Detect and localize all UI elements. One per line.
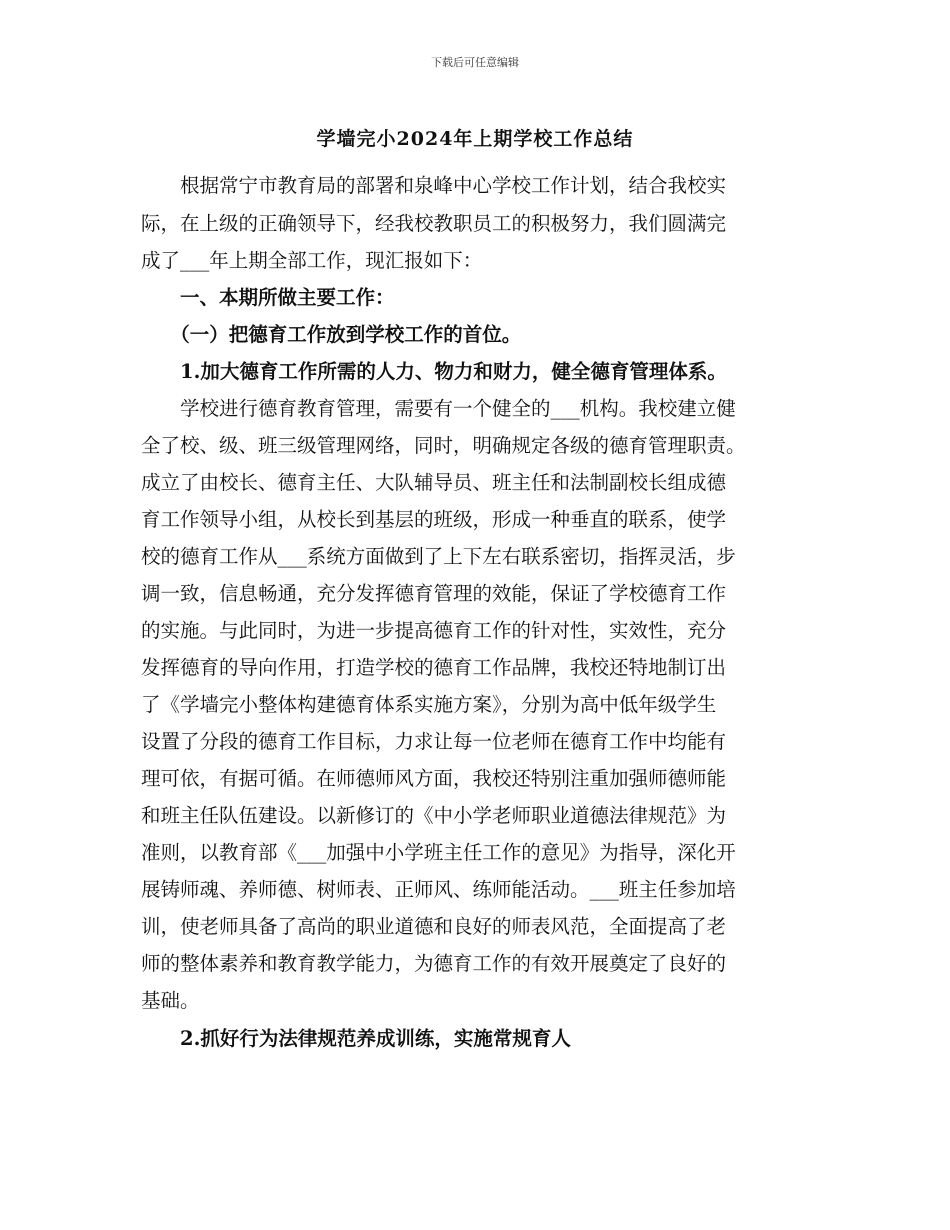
page-title: 学墙完小2024年上期学校工作总结	[316, 128, 634, 150]
body-line: 展铸师魂、养师德、树师表、正师风、练师能活动。___班主任参加培	[141, 878, 736, 901]
body-line: 训，使老师具备了高尚的职业道德和良好的师表风范，全面提高了老	[141, 915, 727, 938]
body-line: 成了___年上期全部工作，现汇报如下：	[141, 249, 483, 272]
section-heading: 一、本期所做主要工作：	[141, 286, 395, 309]
body-line: 学校进行德育教育管理，需要有一个健全的___机构。我校建立健	[141, 397, 736, 420]
body-line: 成立了由校长、德育主任、大队辅导员、班主任和法制副校长组成德	[141, 471, 727, 494]
body-line: 理可依，有据可循。在师德师风方面，我校还特别注重加强师德师能	[141, 767, 727, 790]
body-line: 发挥德育的导向作用，打造学校的德育工作品牌，我校还特地制订出	[141, 656, 727, 679]
body-line: 准则，以教育部《___加强中小学班主任工作的意见》为指导，深化开	[141, 841, 736, 864]
body-line: 师的整体素养和教育教学能力，为德育工作的有效开展奠定了良好的	[141, 952, 727, 975]
body-line: 际，在上级的正确领导下，经我校教职员工的积极努力，我们圆满完	[141, 212, 727, 235]
body-line: 根据常宁市教育局的部署和泉峰中心学校工作计划，结合我校实	[141, 174, 727, 197]
body-line: 调一致，信息畅通，充分发挥德育管理的效能，保证了学校德育工作	[141, 582, 727, 605]
body-line: 了《学墙完小整体构建德育体系实施方案》，分别为高中低年级学生	[141, 693, 717, 716]
header-note: 下载后可任意编辑	[431, 56, 519, 69]
body-line: 设置了分段的德育工作目标，力求让每一位老师在德育工作中均能有	[141, 730, 727, 753]
body-line: 全了校、级、班三级管理网络，同时，明确规定各级的德育管理职责。	[141, 434, 746, 457]
item-heading: 2.抓好行为法律规范养成训练，实施常规育人	[141, 1027, 571, 1050]
body-line: 的实施。与此同时，为进一步提高德育工作的针对性，实效性，充分	[141, 619, 727, 642]
body-line: 基础。	[141, 989, 200, 1012]
body-line: 和班主任队伍建设。以新修订的《中小学老师职业道德法律规范》为	[141, 804, 727, 827]
subsection-heading: （一）把德育工作放到学校工作的首位。	[141, 323, 522, 346]
item-heading: 1.加大德育工作所需的人力、物力和财力，健全德育管理体系。	[141, 360, 727, 383]
body-line: 校的德育工作从___系统方面做到了上下左右联系密切，指挥灵活，步	[141, 545, 736, 568]
body-line: 育工作领导小组，从校长到基层的班级，形成一种垂直的联系，使学	[141, 508, 727, 531]
